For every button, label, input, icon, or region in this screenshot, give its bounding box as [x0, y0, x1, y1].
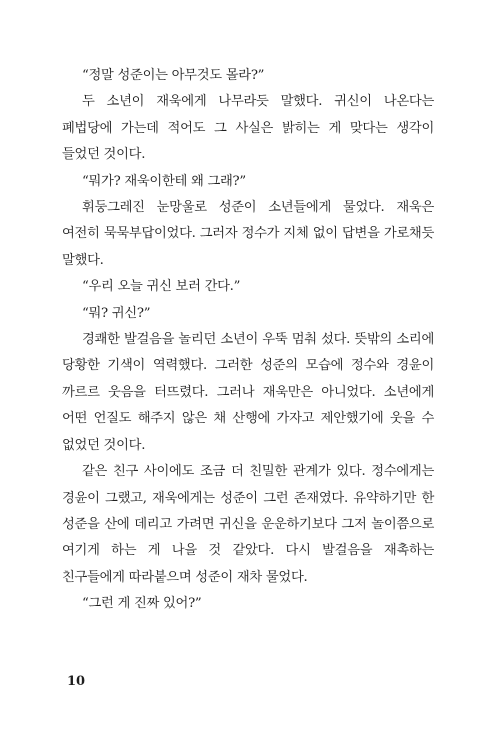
body-text: [62, 63, 434, 618]
paragraph: “그런 게 진짜 있어?”: [82, 596, 202, 612]
paragraph: “뭐가? 재욱이한테 왜 그래?”: [82, 173, 246, 189]
paragraph: 두 소년이 재욱에게 나무라듯 말했다. 귀신이 나온다는 폐법당에 가는데 적어도 그 사실은 밝히는 게 맞다는 생각이 들었던 것이다.: [62, 94, 434, 163]
paragraph: “우리 오늘 귀신 보러 간다.”: [82, 279, 241, 295]
paragraph: “정말 성준이는 아무것도 몰라?”: [82, 68, 265, 83]
paragraph: 경쾌한 발걸음을 놀리던 소년이 우뚝 멈춰 섰다. 뜻밖의 소리에 당황한 기색이 역력했다. 그러한 성준의 모습에 정수와 경윤이 까르르 웃음을 터뜨렸다. 그러나 재욱만은 아니었다. 소년에게 어떤 언질도 해주지 않은 채 산행에 가자고 제안했기에 웃을 수 없었던 것이다.: [62, 332, 434, 453]
paragraph: 같은 친구 사이에도 조금 더 친밀한 관계가 있다. 정수에게는 경윤이 그랬고, 재욱에게는 성준이 그런 존재였다. 유약하기만 한 성준을 산에 데리고 가려면 귀신을 운운하기보다 그저 놀이쯤으로 여기게 하는 게 나을 것 같았다. 다시 발걸음을 재촉하는 친구들에게 따라붙으며 성준이 재차 물었다.: [62, 464, 434, 585]
page-number: 10: [67, 674, 86, 689]
paragraph: “뭐? 귀신?”: [82, 305, 151, 321]
paragraph: 휘둥그레진 눈망울로 성준이 소년들에게 물었다. 재욱은 여전히 묵묵부답이었다. 그러자 정수가 지체 없이 답변을 가로채듯 말했다.: [62, 200, 434, 268]
